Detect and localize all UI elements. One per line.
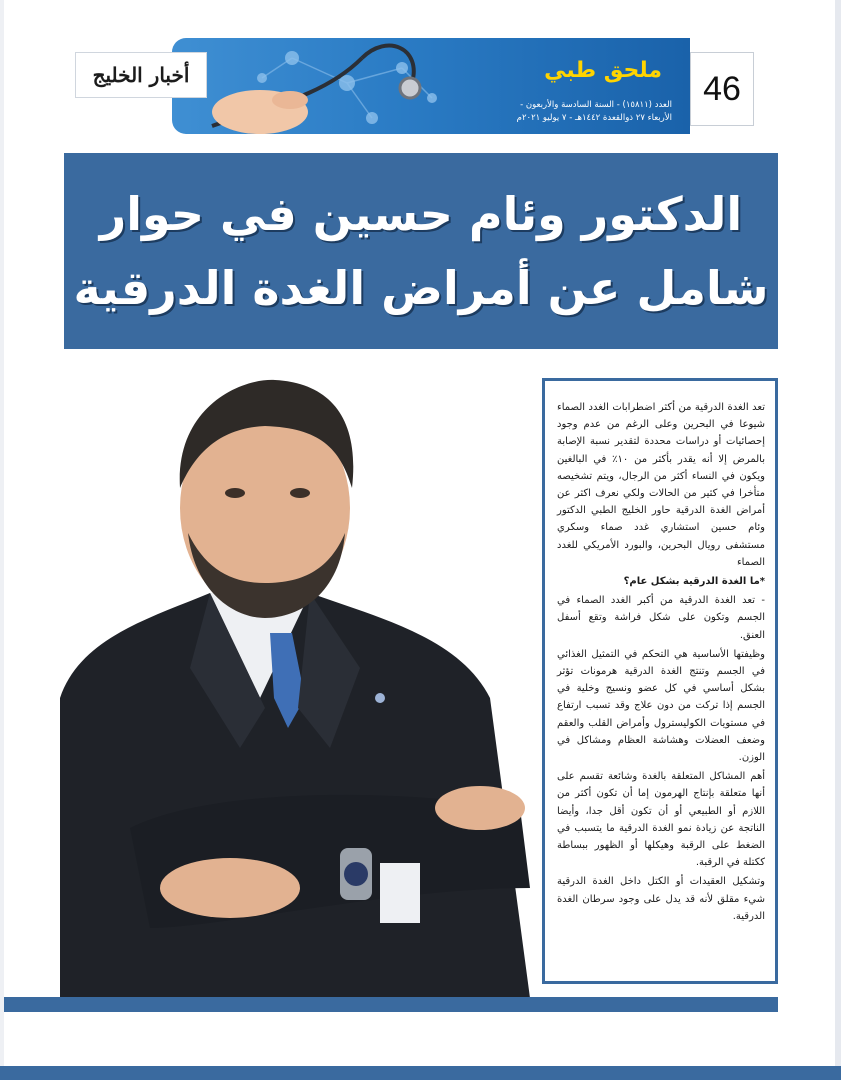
doctor-portrait — [60, 368, 550, 998]
intro-paragraph: تعد الغدة الدرقية من أكثر اضطرابات الغدد الصماء شيوعا في البحرين وعلى الرغم من عدم وجود إحصائيات أو دراسات محددة لتقدير نسبة الإصابة بالمرض إلا أنه يقدر بأكثر من ١٠٪ في البالغين ويكون في النساء أكثر من الرجال، ويتم تشخيصه متأخرا في كثير من الحالات ولكي نعرف اكثر عن أمراض الغدة الدرقية حاور الخليج الطبي الدكتور وئام حسين استشاري غدد صماء وسكري مستشفى رويال البحرين، والبورد الأمريكي للغدد الصماء — [557, 402, 765, 568]
answer-paragraph: أهم المشاكل المتعلقة بالغدة وشائعة تقسم على أنها متعلقة بإنتاج الهرمون إما أن تكون أكثر من اللازم أو الطبيعي أو أن تكون أقل جدا، وأيضا الناتجة عن زيادة نمو الغدة الدرقية ما يتسبب في الضغط على الرقبة وهيكلها أو الظهور ببساطة ككتلة في الرقبة. — [557, 771, 765, 869]
page-right-edge — [835, 0, 841, 1080]
issue-info-line: العدد (١٥٨١١) - السنة السادسة والأربعون - — [520, 100, 672, 110]
section-title: ملحق طبي — [544, 58, 662, 83]
headline-box — [64, 153, 778, 349]
newspaper-logo — [75, 52, 207, 98]
issue-date-line: الأربعاء ٢٧ ذوالقعدة ١٤٤٢هـ - ٧ يوليو ٢٠٢١م — [516, 113, 672, 123]
article-body — [557, 399, 765, 927]
bottom-rule — [4, 997, 778, 1012]
footer-bar — [0, 1066, 841, 1080]
page-number: 46 — [690, 52, 754, 126]
page-left-edge — [0, 0, 4, 1080]
headline-line-1: الدكتور وئام حسين في حوار — [99, 187, 743, 241]
section-banner — [172, 38, 690, 134]
headline-line-2: شامل عن أمراض الغدة الدرقية — [73, 261, 769, 315]
answer-paragraph: وظيفتها الأساسية هي التحكم في التمثيل الغذائي في الجسم وتنتج الغدة الدرقية هرمونات تؤثر بشكل أساسي في كل عضو ونسيج وخلية في الجسم إذا تركت من دون علاج وقد تسبب ارتفاع في مستويات الكوليسترول وأمراض القلب والعقم وضعف العضلات وهشاشة العظام ومشاكل في الوزن. — [557, 648, 765, 764]
answer-paragraph: - تعد الغدة الدرقية من أكبر الغدد الصماء في الجسم وتكون على شكل فراشة وتقع أسفل العنق. — [557, 595, 765, 641]
answer-paragraph: وتشكيل العقيدات أو الكتل داخل الغدة الدرقية شيء مقلق لأنه قد يدل على وجود سرطان الغدة الدرقية. — [557, 876, 765, 922]
article-text-box — [542, 378, 778, 984]
question-heading: *ما الغدة الدرقية بشكل عام؟ — [623, 576, 765, 588]
logo-text: أخبار الخليج — [92, 63, 190, 87]
